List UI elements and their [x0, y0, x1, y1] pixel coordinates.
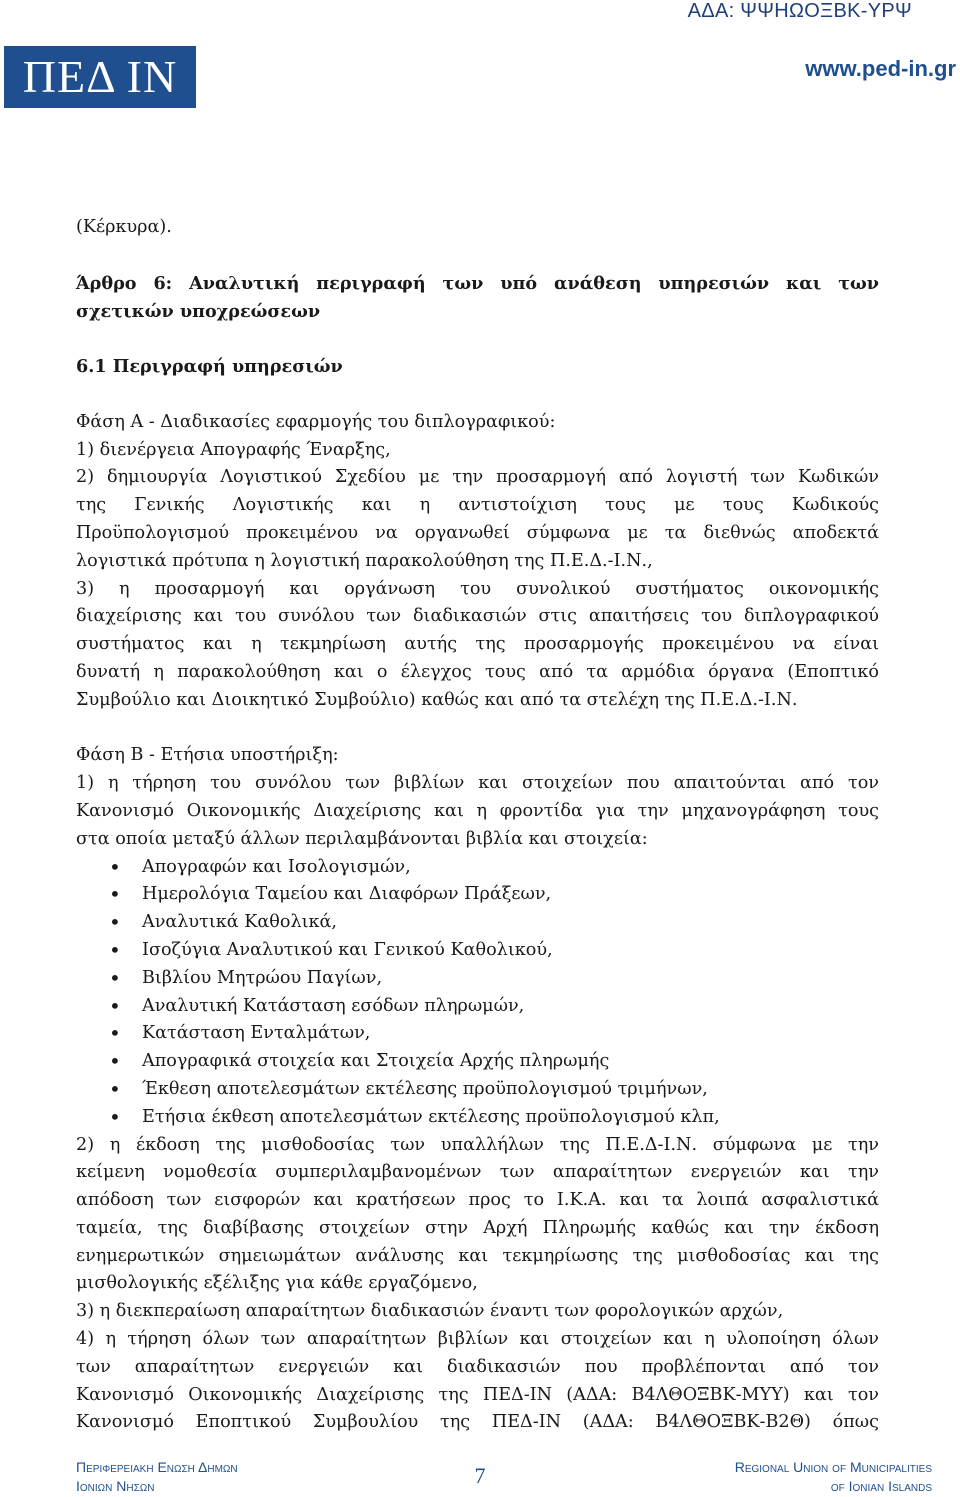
list-item: • Απογραφών και Ισολογισμών,	[76, 854, 879, 882]
paragraph-line: 3) η διεκπεραίωση απαραίτητων διαδικασιών έναντι των φορολογικών αρχών,	[76, 1301, 784, 1322]
paragraph-line: Κανονισμό Οικονομικής Διαχείρισης της ΠΕΔ-ΙΝ (ΑΔΑ: Β4ΛΘΟΞΒΚ-ΜΥΥ) και τον	[76, 1384, 879, 1405]
paragraph-line: 1) διενέργεια Απογραφής Έναρξης,	[76, 439, 391, 460]
paragraph-line: μισθολογικής εξέλιξης για κάθε εργαζόμενο,	[76, 1273, 478, 1294]
paragraph-line: 4) η τήρηση όλων των απαραίτητων βιβλίων και στοιχείων και η υλοποίηση όλων	[76, 1329, 879, 1350]
ped-in-logo: ΠΕΔ ΙΝ	[4, 46, 196, 108]
paragraph-line: Κανονισμό Εποπτικού Συμβουλίου της ΠΕΔ-ΙΝ (ΑΔΑ: Β4ΛΘΟΞΒΚ-Β2Θ) όπως	[76, 1412, 879, 1433]
paragraph-line: Φάση Α - Διαδικασίες εφαρμογής του διπλογραφικού:	[76, 411, 556, 432]
paragraph-line: των απαραίτητων ενεργειών και διαδικασιών που προβλέπονται από τον	[76, 1356, 879, 1377]
paragraph-line: δυνατή η παρακολούθηση και ο έλεγχος τους από τα αρμόδια όργανα (Εποπτικό	[76, 661, 879, 682]
footer-org-english-line1: Regional Union of Municipalities	[734, 1459, 932, 1475]
paragraph-line: Φάση Β - Ετήσια υποστήριξη:	[76, 745, 339, 766]
phase-b-block	[76, 742, 879, 1437]
list-item: • Αναλυτική Κατάσταση εσόδων πληρωμών,	[76, 993, 879, 1021]
paragraph-line: Συμβούλιο και Διοικητικό Συμβούλιο) καθώς και από τα στελέχη της Π.Ε.Δ.-Ι.Ν.	[76, 689, 798, 710]
page-number: 7	[474, 1463, 486, 1488]
intro-text: (Κέρκυρα).	[76, 217, 172, 237]
footer-org-english	[735, 1458, 932, 1496]
list-item: • Έκθεση αποτελεσμάτων εκτέλεσης προϋπολογισμού τριμήνων,	[76, 1076, 879, 1104]
paragraph-line: λογιστικά πρότυπα η λογιστική παρακολούθηση της Π.Ε.Δ.-Ι.Ν.,	[76, 550, 653, 571]
list-item: • Ετήσια έκθεση αποτελεσμάτων εκτέλεσης προϋπολογισμού κλπ,	[76, 1104, 879, 1132]
paragraph-line: Προϋπολογισμού προκειμένου να οργανωθεί σύμφωνα με τα διεθνώς αποδεκτά	[76, 522, 879, 543]
list-item: • Ισοζύγια Αναλυτικού και Γενικού Καθολικού,	[76, 937, 879, 965]
paragraph-line: διαχείρισης και του συνόλου των διαδικασιών στις απαιτήσεις του διπλογραφικού	[76, 606, 879, 627]
paragraph-line: 3) η προσαρμογή και οργάνωση του συνολικού συστήματος οικονομικής	[76, 578, 879, 599]
footer-org-english-line2: of Ionian Islands	[830, 1478, 932, 1494]
paragraph-line: συστήματος και η τεκμηρίωση αυτής της προσαρμογής προκειμένου να είναι	[76, 634, 879, 655]
list-item: • Κατάσταση Ενταλμάτων,	[76, 1020, 879, 1048]
paragraph-line: 2) δημιουργία Λογιστικού Σχεδίου με την προσαρμογή από λογιστή των Κωδικών	[76, 467, 879, 488]
paragraph-line: στα οποία μεταξύ άλλων περιλαμβάνονται βιβλία και στοιχεία:	[76, 828, 648, 849]
paragraph-line: απόδοση των εισφορών και κρατήσεων προς το Ι.Κ.Α. και τα λοιπά ασφαλιστικά	[76, 1190, 879, 1211]
paragraph-line: 2) η έκδοση της μισθοδοσίας των υπαλλήλων της Π.Ε.Δ-Ι.Ν. σύμφωνα με την	[76, 1134, 879, 1155]
list-item: • Ημερολόγια Ταμείου και Διαφόρων Πράξεων,	[76, 881, 879, 909]
phase-a-block	[76, 409, 879, 715]
ada-code: ΑΔΑ: ΨΨΗΩΟΞΒΚ-ΥΡΨ	[687, 0, 912, 22]
list-item: • Βιβλίου Μητρώου Παγίων,	[76, 965, 879, 993]
list-item: • Αναλυτικά Καθολικά,	[76, 909, 879, 937]
paragraph-line: 1) η τήρηση του συνόλου των βιβλίων και στοιχείων που απαιτούνται από τον	[76, 773, 879, 794]
article-title: Άρθρο 6: Αναλυτική περιγραφή των υπό ανάθεση υπηρεσιών και των	[76, 272, 879, 294]
website-url: www.ped-in.gr	[805, 56, 956, 81]
paragraph-line: της Γενικής Λογιστικής και η αντιστοίχιση τους με τους Κωδικούς	[76, 495, 879, 516]
paragraph-line: ταμεία, της διαβίβασης στοιχείων στην Αρχή Πληρωμής καθώς και την έκδοση	[76, 1217, 879, 1238]
list-item: • Απογραφικά στοιχεία και Στοιχεία Αρχής πληρωμής	[76, 1048, 879, 1076]
records-list	[76, 854, 879, 1132]
paragraph-line: Κανονισμό Οικονομικής Διαχείρισης και η φροντίδα για την μηχανογράφηση τους	[76, 800, 879, 821]
footer-org-greek-line1: Περιφερειακη Ενωση Δημων	[76, 1459, 238, 1475]
paragraph-line: ενημερωτικών σημειωμάτων ανάλυσης και τεκμηρίωσης της μισθοδοσίας και της	[76, 1245, 879, 1266]
section-title: 6.1 Περιγραφή υπηρεσιών	[76, 356, 343, 378]
footer-org-greek-line2: Ιονιων Νησων	[76, 1478, 155, 1494]
article-title-cont: σχετικών υποχρεώσεων	[76, 300, 321, 322]
document-body	[76, 214, 879, 1437]
paragraph-line: κείμενη νομοθεσία συμπεριλαμβανομένων των απαραίτητων ενεργειών και την	[76, 1162, 879, 1183]
